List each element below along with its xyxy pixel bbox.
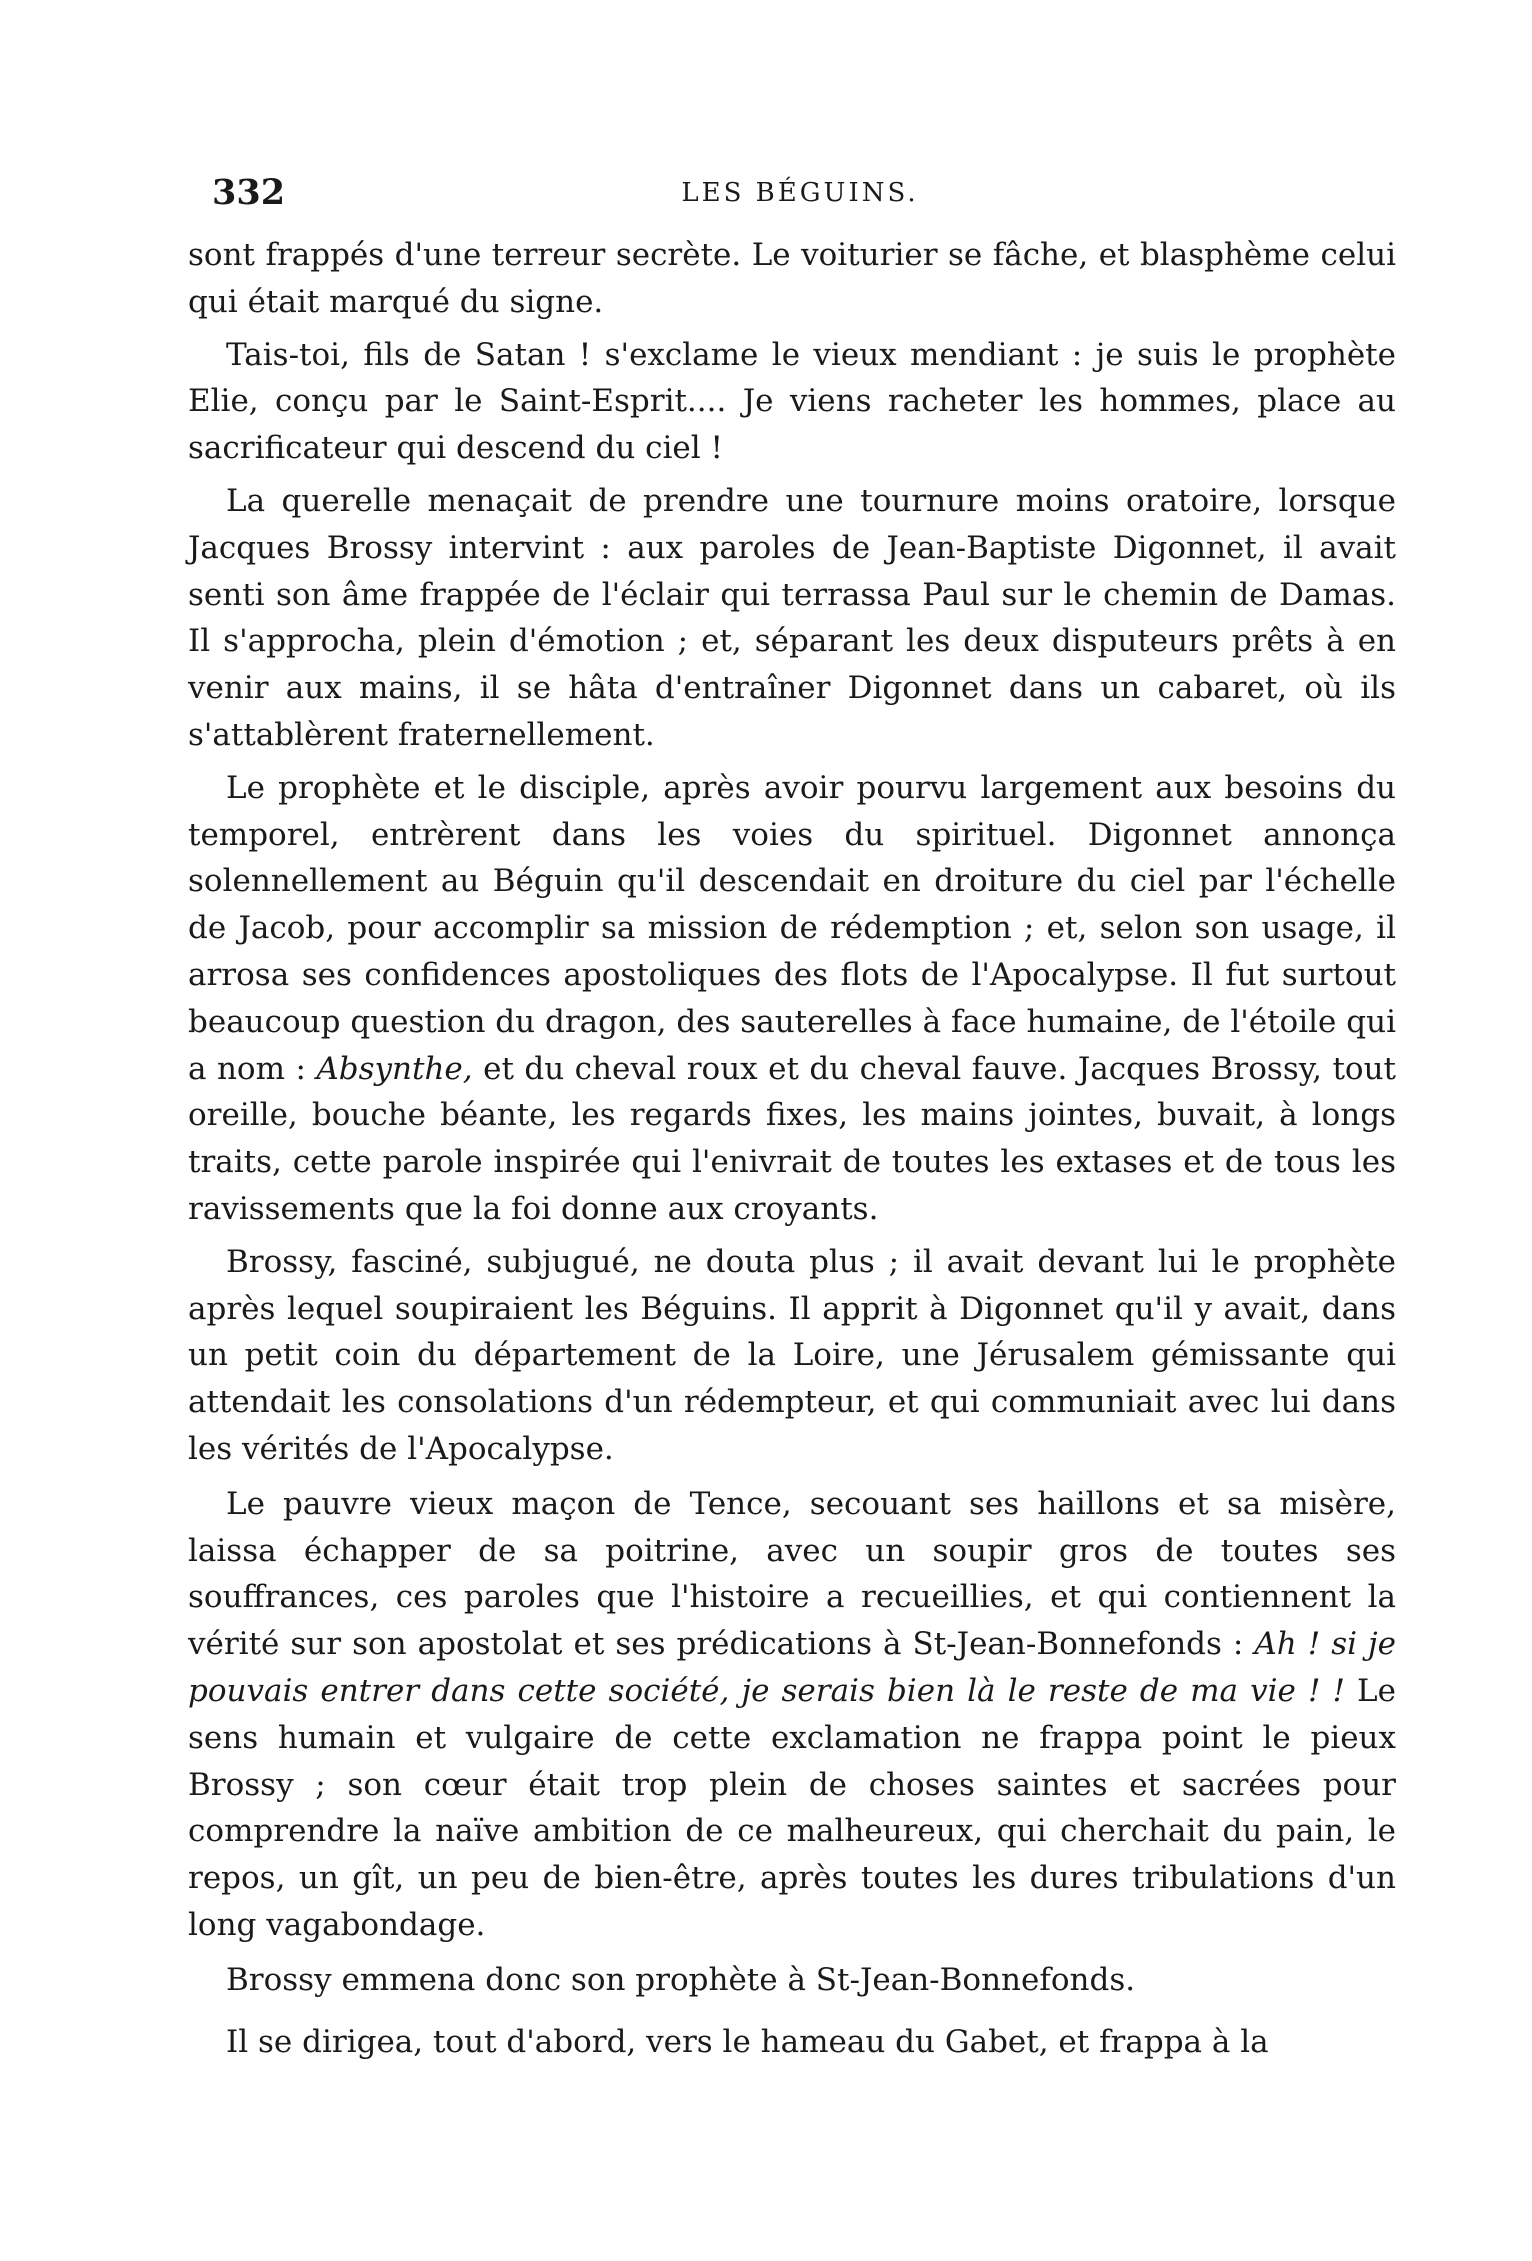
paragraph-7: Brossy emmena donc son prophète à St-Jean-Bonnefonds. bbox=[226, 1961, 1136, 1998]
paragraph-4-before: Le prophète et le disciple, après avoir pourvu largement aux besoins du temporel, entrèrent dans les voies du spirituel. Digonnet annonça solennellement au Béguin qu'il descendait en droiture du ciel par l'échelle de Jacob, pour accomplir sa mission de rédemption ; et, selon son usage, il arrosa ses confidences apostoliques des flots de l'Apocalypse. Il fut surtout beaucoup question du dragon, des sauterelles à face humaine, de l'étoile qui a nom : bbox=[188, 769, 1396, 1087]
paragraph-6-after: Le sens humain et vulgaire de cette exclamation ne frappa point le pieux Brossy ; son cœur était trop plein de choses saintes et sacrées pour comprendre la naïve ambition de ce malheureux, qui cherchait du pain, le repos, un gît, un peu de bien-être, après toutes les dures tribulations d'un long vagabondage. bbox=[188, 1672, 1396, 1943]
paragraph-4-after: et du cheval roux et du cheval fauve. Jacques Brossy, tout oreille, bouche béante, les regards fixes, les mains jointes, buvait, à longs traits, cette parole inspirée qui l'enivrait de toutes les extases et de tous les ravissements que la foi donne aux croyants. bbox=[188, 1050, 1396, 1227]
paragraph-6 bbox=[188, 1481, 1396, 1949]
paragraph-6-before: Le pauvre vieux maçon de Tence, secouant ses haillons et sa misère, laissa échapper de sa poitrine, avec un soupir gros de toutes ses souffrances, ces paroles que l'histoire a recueillies, et qui contiennent la vérité sur son apostolat et ses prédications à St-Jean-Bonnefonds : bbox=[188, 1485, 1396, 1663]
paragraph-4-italic: Absynthe, bbox=[316, 1050, 473, 1087]
paragraph-3: La querelle menaçait de prendre une tournure moins oratoire, lorsque Jacques Brossy intervint : aux paroles de Jean-Baptiste Digonnet, il avait senti son âme frappée de l'éclair qui terrassa Paul sur le chemin de Damas. Il s'approcha, plein d'émotion ; et, séparant les deux disputeurs prêts à en venir aux mains, il se hâta d'entraîner Digonnet dans un cabaret, où ils s'attablèrent fraternellement. bbox=[188, 482, 1396, 753]
page-number: 332 bbox=[212, 172, 286, 213]
page-header bbox=[212, 172, 1388, 222]
paragraph-6-italic: Ah ! si je pouvais entrer dans cette société, je serais bien là le reste de ma vie ! ! bbox=[188, 1626, 1396, 1709]
paragraph-2: Tais-toi, fils de Satan ! s'exclame le vieux mendiant : je suis le prophète Elie, conçu par le Saint-Esprit.... Je viens racheter les hommes, place au sacrificateur qui descend du ciel ! bbox=[188, 336, 1396, 467]
paragraph-5: Brossy, fasciné, subjugué, ne douta plus ; il avait devant lui le prophète après lequel soupiraient les Béguins. Il apprit à Digonnet qu'il y avait, dans un petit coin du département de la Loire, une Jérusalem gémissante qui attendait les consolations d'un rédempteur, et qui communiait avec lui dans les vérités de l'Apocalypse. bbox=[188, 1243, 1396, 1467]
body-text bbox=[188, 232, 1396, 2072]
paragraph-8: Il se dirigea, tout d'abord, vers le hameau du Gabet, et frappa à la bbox=[226, 2024, 1269, 2061]
paragraph-1: sont frappés d'une terreur secrète. Le voiturier se fâche, et blasphème celui qui était marqué du signe. bbox=[188, 237, 1396, 320]
paragraph-4 bbox=[188, 765, 1396, 1233]
running-title: LES BÉGUINS. bbox=[681, 178, 919, 208]
